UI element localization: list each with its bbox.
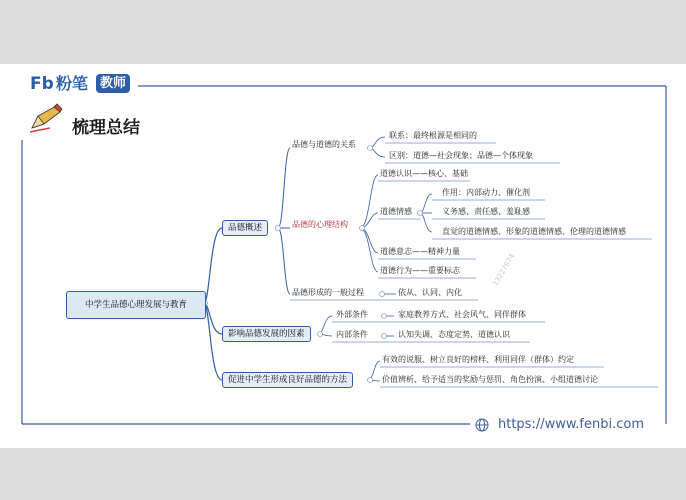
slide-title: 梳理总结 xyxy=(72,118,140,138)
globe-icon xyxy=(476,419,488,431)
node-method-1: 有效的说服、树立良好的榜样、利用同伴（群体）约定 xyxy=(382,355,574,364)
node-emotion-forms: 直觉的道德情感、形象的道德情感、伦理的道德情感 xyxy=(442,227,626,236)
branch-methods: 促进中学生形成良好品德的方法 xyxy=(222,372,353,388)
node-external-values: 家庭教养方式、社会风气、同伴群体 xyxy=(398,310,526,319)
node-formation-stages: 依从、认同、内化 xyxy=(398,288,462,297)
branch-character-overview: 品德概述 xyxy=(222,220,268,236)
node-relation-connection: 联系：最终根源是相同的 xyxy=(389,131,477,140)
node-internal-conditions: 内部条件 xyxy=(336,330,368,339)
node-emotion-function: 作用：内部动力、催化剂 xyxy=(442,188,530,197)
brand-logo-mark: Fb xyxy=(30,74,54,94)
brand-logo-badge: 教师 xyxy=(96,74,130,93)
node-psych-structure: 品德的心理结构 xyxy=(292,220,348,229)
node-moral-will: 道德意志——精神力量 xyxy=(380,247,460,256)
node-formation-process: 品德形成的一般过程 xyxy=(292,288,364,297)
watermark: 13227674 xyxy=(491,252,517,288)
mindmap-root: 中学生品德心理发展与教育 xyxy=(66,291,206,319)
node-internal-values: 认知失调、态度定势、道德认识 xyxy=(398,330,510,339)
branch-influencing-factors: 影响品德发展的因素 xyxy=(222,326,311,342)
node-method-2: 价值辨析、给予适当的奖励与惩罚、角色扮演、小组道德讨论 xyxy=(382,375,598,384)
node-relation: 品德与道德的关系 xyxy=(292,140,356,149)
footer-url: https://www.fenbi.com xyxy=(498,417,645,432)
brand-logo-name: 粉笔 xyxy=(56,74,89,93)
node-moral-behavior: 道德行为——重要标志 xyxy=(380,266,460,275)
node-moral-cognition: 道德认识——核心、基础 xyxy=(380,169,468,178)
pencil-icon xyxy=(30,104,62,132)
node-relation-difference: 区别：道德—社会现象；品德—个体现象 xyxy=(389,151,533,160)
node-emotion-types: 义务感、责任感、羞耻感 xyxy=(442,207,530,216)
node-external-conditions: 外部条件 xyxy=(336,310,368,319)
node-moral-emotion: 道德情感 xyxy=(380,207,412,216)
